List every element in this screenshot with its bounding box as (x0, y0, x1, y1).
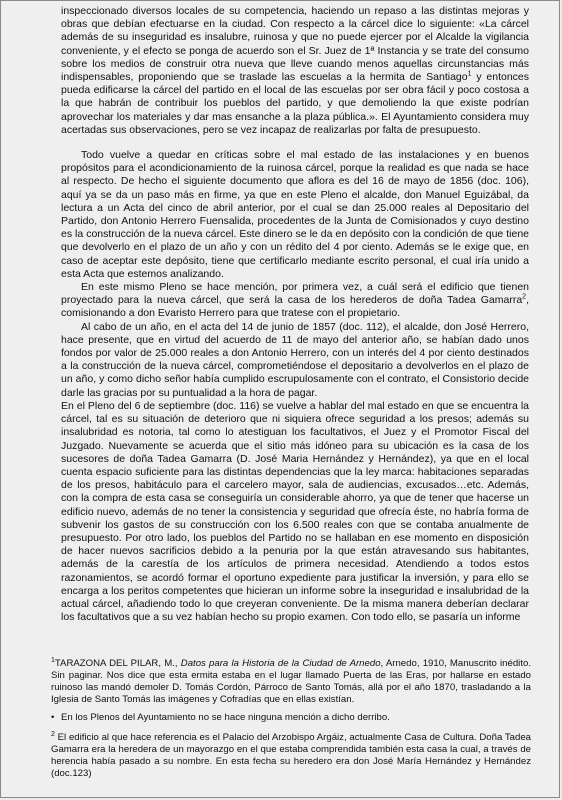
paragraph-1: inspeccionado diversos locales de su competencia, haciendo un repaso a las distintas mejoras y obras que debían efectuarse en la ciudad. Con respecto a la cárcel dice lo siguiente: «La cárcel además de su inseguridad es insalubre, ruinosa y que no puede ejercer por el Alcalde la vigilancia conveniente, y el efecto se ponga de acuerdo son el Sr. Juez de 1ª Instancia y se trate del consumo sobre los medios de construir otra nueva que lleve cuando menos aquellas circunstancias más indispensables, proponiendo que se traslade las escuelas a la hermita de Santiago$^1$ y entonces pueda edificarse la cárcel del partido en el local de las escuelas por ser obra fácil y poco costosa a la que habrán de contribuir los pueblos del partido, y que demoliendo la que existe podrían aprovechar los materiales y dar mas ensanche a la plaza pública.». El Ayuntamiento considera muy acertadas sus observaciones, pero se vez incapaz de realizarlas por falta de presupuesto. (61, 5, 530, 136)
body-text (61, 5, 529, 624)
paragraph-4: Al cabo de un año, en el acta del 14 de junio de 1857 (doc. 112), el alcalde, don José Herrero, hace presente, que en virtud del acuerdo de 11 de mayo del anterior año, se habían dado unos fondos por valor de 25.000 reales a don Antonio Herrero, con un interés del 4 por ciento destinados a la construcción de la nueva cárcel, comprometiéndose el depositario a devolverlos en el plazo de un año, y como dicho señor había cumplido escrupulosamente con el contrato, el Consistorio decide darle las gracias por su puntualidad a la hora de pagar. (61, 320, 529, 399)
paragraph-3: En este mismo Pleno se hace mención, por primera vez, a cuál será el edificio que tienen proyectado para la nueva cárcel, que será la casa de los herederos de doña Tadea Gamarra$^2$, comisionando a don Evaristo Herrero para que tratese con el propietario. (61, 281, 529, 320)
footnote-ref-1: 1 (467, 70, 472, 78)
paragraph-2: Todo vuelve a quedar en críticas sobre el mal estado de las instalaciones y en buenos propósitos para el acondicionamiento de la ruinosa cárcel, porque la realidad es que nada se hace al respecto. De hecho el siguiente documento que aflora es del 16 de mayo de 1856 (doc. 106), aquí ya se da un paso más en firme, ya que en este Pleno el alcalde, don Manuel Eguizábal, da lectura a un Acta del cinco de abril anterior, por el cual se dan 25.000 reales al Depositario del Partido, don Antonio Herrero Fuensalida, procedentes de la Junta de Comisionados y cuyo destino es la construcción de la nueva cárcel. Este dinero se le da en depósito con la condición de que tiene que devolverlo en el plazo de un año y con un rédito del 4 por ciento. Además se le exige que, en caso de aceptar este depósito, tiene que certificarlo mediante escrito personal, el cual iría unido a esta Acta que estemos analizando. (61, 149, 529, 280)
footnote-1: $^1$TARAZONA DEL PILAR, M., Datos para la Historia de la Ciudad de Arnedo, Arnedo, 1910, Manuscrito inédito. Sin paginar. Nos dice que esta ermita estaba en el lugar llamado Puerta de las Eras, por hallarse en estado ruinoso las mandó demoler D. Tomás Cordón, Párroco de Santo Tomás, allá por el año 1870, trasladando a la Iglesia de Santo Tomás las imágenes y Cofradías que en ellas existían. (51, 656, 531, 705)
footnotes (51, 658, 531, 786)
footnote-ref-2: 2 (522, 293, 527, 301)
paragraph-5: En el Pleno del 6 de septiembre (doc. 116) se vuelve a hablar del mal estado en que se encuentra la cárcel, tal es su situación de deterioro que ni siquiera ofrece seguridad a los presos; además su insalubridad es notoria, tal como lo atestiguan los facultativos, el Juez y el Promotor Fiscal del Juzgado. Nuevamente se acuerda que el sitio más idóneo para su ubicación es la casa de los sucesores de doña Tadea Gamarra (D. José Maria Hernández y Hernández), ya que en el local cuenta espacio suficiente para las distintas dependencias que la ley marca: habitaciones separadas de los presos, habitáculo para el carcelero mayor, sala de audiencias, excusados…etc. Además, con la compra de esta casa se conseguiría un considerable ahorro, ya que de tener que hacerse un edificio nuevo, además de no tener la consistencia y seguridad que ofrecía éste, no habría forma de subvenir los gastos de su construcción con los 6.500 reales con que se contaba anualmente de presupuesto. Por otro lado, los pueblos del Partido no se hallaban en ese momento en disposición de hacer nuevos sacrificios debido a la penuria por la que están atravesando sus habitantes, además de la carestía de los artículos de primera necesidad. Atendiendo a todos estos razonamientos, se acordó formar el oportuno expediente para justificar la inversión, y para ello se encarga a los peritos competentes que hicieran un informe sobre la inseguridad e insalubridad de la actual cárcel, añadiendo todo lo que creyeran conveniente. De la misma manera deberían declarar los facultativos que a su vez habían hecho su propio examen. Con todo ello, se pasaría un informe (61, 399, 529, 624)
bullet-icon: • (51, 712, 55, 723)
footnote-2: $^2$ El edificio al que hace referencia es el Palacio del Arzobispo Argáiz, actualmente Casa de Cultura. Doña Tadea Gamarra era la heredera de un mayorazgo en el que estaba comprendida también esta casa la cual, a través de herencia había pasado a su nombre. En esta fecha su heredero era don José María Hernández y Hernández (doc.123) (51, 730, 531, 779)
footnote-bullet-note: • En los Plenos del Ayuntamiento no se hace ninguna mención a dicho derribo. (51, 712, 390, 723)
